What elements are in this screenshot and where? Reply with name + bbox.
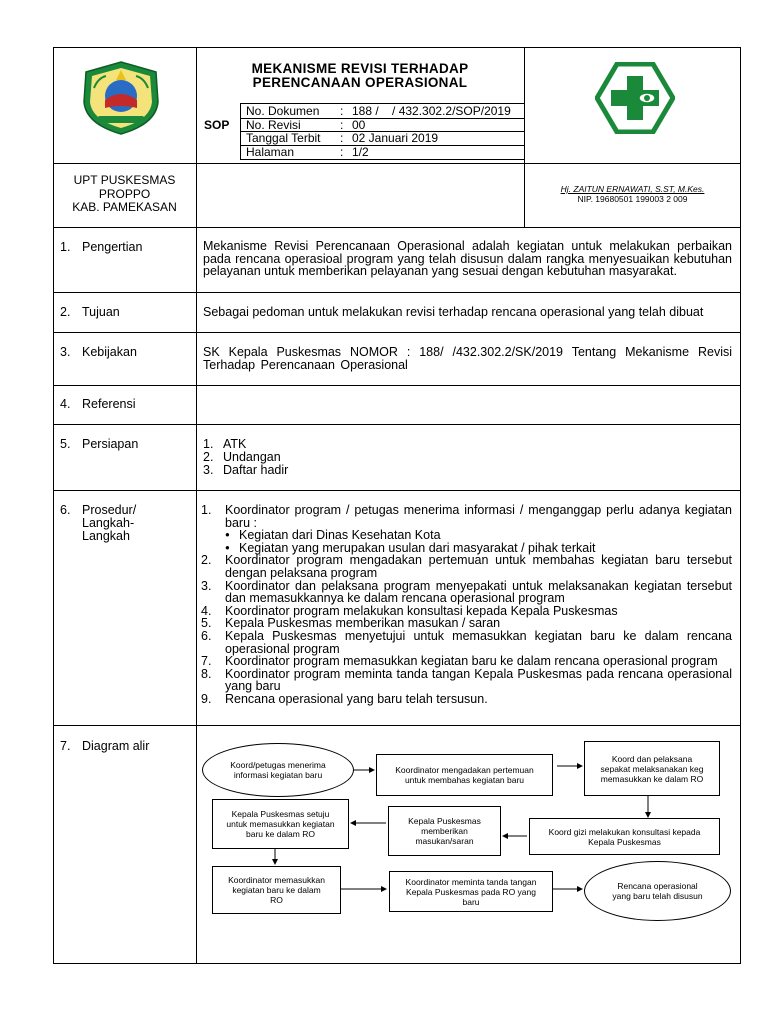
row-line-2 bbox=[53, 332, 741, 333]
org-divider bbox=[53, 227, 741, 228]
section-3-text: SK Kepala Puskesmas NOMOR : 188/ /432.302.2/SK/2019 Tentang Mekanisme Revisi Terhadap Perencanaan Operasional bbox=[203, 345, 732, 372]
list-item: 1. ATK bbox=[203, 437, 247, 451]
sub-item: ● Kegiatan dari Dinas Kesehatan Kota bbox=[225, 529, 732, 542]
section-3-label: Kebijakan bbox=[82, 345, 137, 359]
section-3-number: 3. bbox=[60, 345, 71, 359]
flow-node-approve: Kepala Puskesmas setuju untuk memasukkan kegiatan baru ke dalam RO bbox=[212, 799, 349, 849]
step-item: 7. Koordinator program memasukkan kegiatan baru ke dalam rencana operasional program bbox=[201, 654, 718, 669]
org-block bbox=[53, 174, 196, 215]
section-2-number: 2. bbox=[60, 305, 71, 319]
title-line-1: MEKANISME REVISI TERHADAP bbox=[251, 61, 469, 76]
row-line-5 bbox=[53, 490, 741, 491]
meta-terbit-label: Tanggal Terbit bbox=[246, 131, 321, 145]
list-item: 3. Daftar hadir bbox=[203, 463, 289, 477]
org-line-3: KAB. PAMEKASAN bbox=[72, 200, 177, 214]
row-line-3 bbox=[53, 385, 741, 386]
section-6-label: Prosedur/ Langkah- Langkah bbox=[82, 503, 137, 543]
step-item: 3. Koordinator dan pelaksana program menyepakati untuk melaksanakan kegiatan tersebut dan memasukkannya ke dalam rencana operasional program bbox=[201, 578, 732, 606]
flow-node-end: Rencana operasional yang baru telah disusun bbox=[584, 861, 731, 921]
row-line-1 bbox=[53, 292, 741, 293]
pamekasan-emblem-logo bbox=[76, 58, 166, 138]
puskesmas-logo bbox=[595, 62, 675, 134]
section-1-text: Mekanisme Revisi Perencanaan Operasional adalah kegiatan untuk melakukan perbaikan pada rencana operasioal program yang telah disusun dalam rangka menyesuaikan kebutuhan pelayanan untuk memberikan pelayanan yang sesuai dengan kebutuhan masyarakat. bbox=[203, 239, 732, 278]
step-item: 9. Rencana operasional yang baru telah tersusun. bbox=[201, 691, 488, 706]
meta-terbit-sep: : bbox=[340, 131, 344, 145]
step-item: 4. Koordinator program melakukan konsultasi kepada Kepala Puskesmas bbox=[201, 603, 618, 618]
signer-nip: NIP. 19680501 199003 2 009 bbox=[577, 194, 688, 204]
document-title bbox=[196, 62, 524, 90]
section-2-label: Tujuan bbox=[82, 305, 120, 319]
step-item: 6. Kepala Puskesmas menyetujui untuk memasukkan kegiatan baru ke dalam rencana operasional program bbox=[201, 628, 732, 656]
meta-halaman-label: Halaman bbox=[246, 145, 295, 159]
meta-dokumen-value: 188 / / 432.302.2/SOP/2019 bbox=[352, 104, 511, 118]
step-item: 8. Koordinator program meminta tanda tangan Kepala Puskesmas pada rencana operasional yang baru bbox=[201, 666, 732, 694]
meta-revisi-value: 00 bbox=[352, 118, 366, 132]
flow-node-input: Koordinator memasukkan kegiatan baru ke dalam RO bbox=[212, 866, 341, 914]
meta-dokumen-label: No. Dokumen bbox=[246, 104, 320, 118]
step-item: 2. Koordinator program mengadakan pertemuan untuk membahas kegiatan baru tersebut dengan pelaksana program bbox=[201, 553, 732, 580]
list-item: 2. Undangan bbox=[203, 450, 281, 464]
meta-dokumen-sep: : bbox=[340, 104, 344, 118]
meta-line-bottom bbox=[240, 159, 524, 160]
org-line-2: PROPPO bbox=[98, 186, 151, 201]
meta-terbit-value: 02 Januari 2019 bbox=[352, 131, 439, 145]
section-2-text: Sebagai pedoman untuk melakukan revisi terhadap rencana operasional yang telah dibuat bbox=[203, 305, 704, 319]
sub-item: ● Kegiatan yang merupakan usulan dari masyarakat / pihak terkait bbox=[225, 542, 732, 555]
signer-block bbox=[524, 184, 741, 204]
persiapan-list bbox=[203, 438, 503, 477]
flow-node-meeting: Koordinator mengadakan pertemuan untuk membahas kegiatan baru bbox=[376, 754, 553, 796]
flow-node-agree: Koord dan pelaksana sepakat melaksanakan keg memasukkan ke dalam RO bbox=[584, 741, 720, 796]
sop-label: SOP bbox=[204, 118, 230, 132]
meta-revisi-sep: : bbox=[340, 118, 344, 132]
section-7-number: 7. bbox=[60, 739, 71, 753]
section-7-label: Diagram alir bbox=[82, 739, 150, 753]
title-line-2: PERENCANAAN OPERASIONAL bbox=[252, 75, 468, 90]
header-divider bbox=[53, 163, 741, 164]
meta-halaman-sep: : bbox=[340, 145, 344, 159]
meta-halaman-value: 1/2 bbox=[352, 145, 369, 159]
flow-node-sign: Koordinator meminta tanda tangan Kepala Puskesmas pada RO yang baru bbox=[389, 871, 553, 912]
step-item: 1. Koordinator program / petugas menerima informasi / menganggap perlu adanya kegiatan baru : bbox=[201, 503, 732, 530]
flow-node-advice: Kepala Puskesmas memberikan masukan/saran bbox=[388, 806, 501, 856]
section-1-number: 1. bbox=[60, 240, 71, 254]
signer-name: Hj. ZAITUN ERNAWATI, S.ST, M.Kes. bbox=[560, 184, 705, 194]
flow-node-consult: Koord gizi melakukan konsultasi kepada Kepala Puskesmas bbox=[529, 818, 720, 855]
step-item: 5. Kepala Puskesmas memberikan masukan / saran bbox=[201, 616, 501, 631]
section-1-label: Pengertian bbox=[82, 240, 143, 254]
meta-revisi-label: No. Revisi bbox=[246, 118, 301, 132]
section-4-label: Referensi bbox=[82, 397, 136, 411]
flow-node-start: Koord/petugas menerima informasi kegiatan baru bbox=[202, 743, 354, 797]
section-6-number: 6. bbox=[60, 503, 71, 517]
section-5-number: 5. bbox=[60, 437, 71, 451]
row-line-4 bbox=[53, 424, 741, 425]
prosedur-steps bbox=[201, 504, 732, 706]
section-4-number: 4. bbox=[60, 397, 71, 411]
section-5-label: Persiapan bbox=[82, 437, 139, 451]
org-line-1: UPT PUSKESMAS bbox=[73, 173, 176, 187]
